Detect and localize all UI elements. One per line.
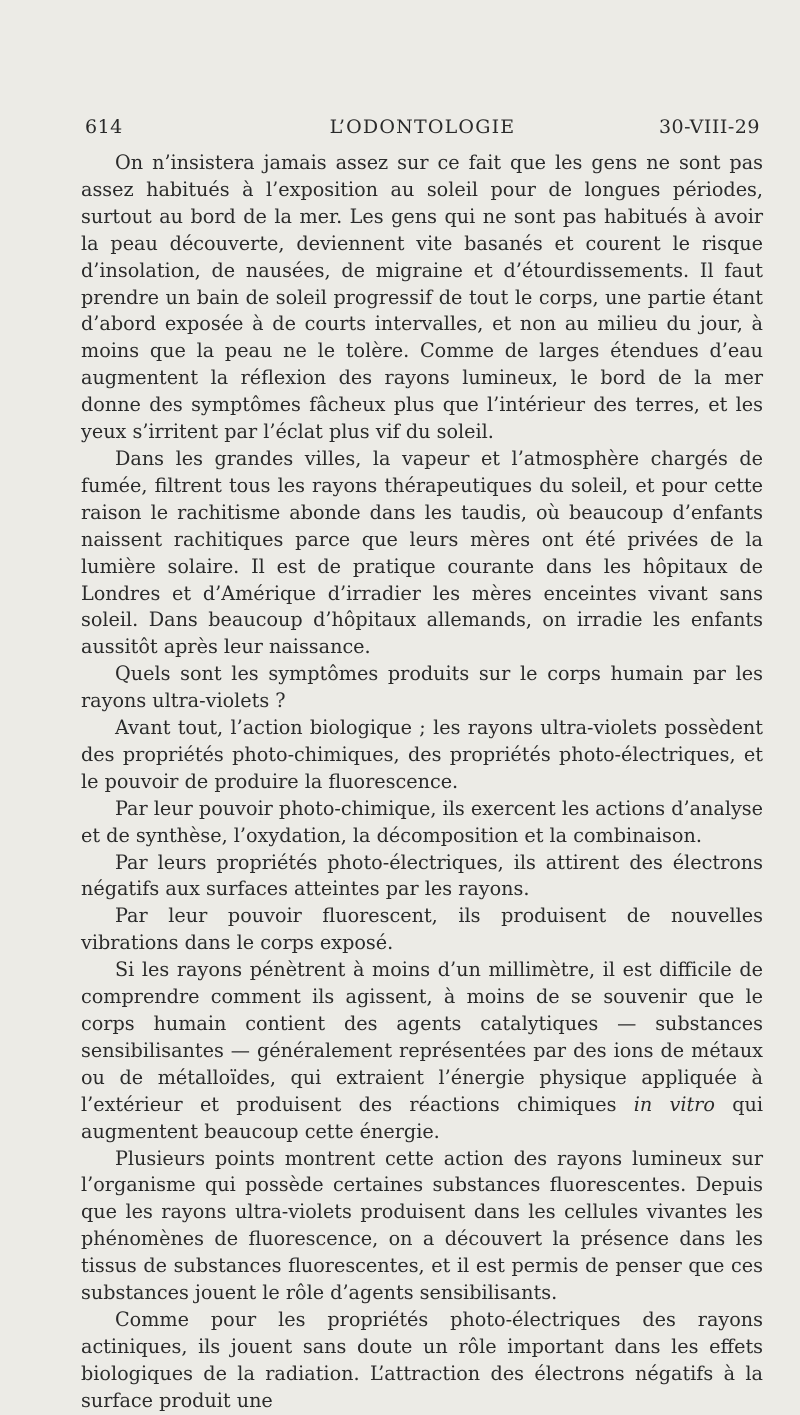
- paragraph: Avant tout, l’action biologique ; les rayons ultra-violets possèdent des propriétés photo-chimiques, des propriétés photo-électriques, et le pouvoir de produire la fluorescence.: [81, 716, 763, 793]
- paragraph: On n’insistera jamais assez sur ce fait que les gens ne sont pas assez habitués à l’exposition au soleil pour de longues périodes, surtout au bord de la mer. Les gens qui ne sont pas habitués à avoir la peau découverte, deviennent vite basanés et courent le risque d’insolation, de nausées, de migraine et d’étourdissements. Il faut prendre un bain de soleil progressif de tout le corps, une partie étant d’abord exposée à de courts intervalles, et non au milieu du jour, à moins que la peau ne le tolère. Comme de larges étendues d’eau augmentent la réflexion des rayons lumineux, le bord de la mer donne des symptômes fâcheux plus que l’intérieur des terres, et les yeux s’irritent par l’éclat plus vif du soleil.: [81, 151, 763, 444]
- paragraph: Dans les grandes villes, la vapeur et l’atmosphère chargés de fumée, filtrent tous les rayons thérapeutiques du soleil, et pour cette raison le rachitisme abonde dans les taudis, où beaucoup d’enfants naissent rachitiques parce que leurs mères ont été privées de la lumière solaire. Il est de pratique courante dans les hôpitaux de Londres et d’Amérique d’irradier les mères enceintes vivant sans soleil. Dans beaucoup d’hôpitaux allemands, on irradie les enfants aussitôt après leur naissance.: [81, 446, 763, 659]
- paragraph: Si les rayons pénètrent à moins d’un millimètre, il est difficile de comprendre comment ils agissent, à moins de se souvenir que le corps humain contient des agents catalytiques — substances sensibilisantes — généralement représentées par des ions de métaux ou de métalloïdes, qui extraient l’énergie physique appliquée à l’extérieur et produisent des réactions chimiques in vitro qui augmentent beaucoup cette énergie.: [81, 958, 763, 1143]
- paragraph: Par leur pouvoir photo-chimique, ils exercent les actions d’analyse et de synthèse, l’oxydation, la décomposition et la combinaison.: [81, 796, 763, 847]
- paragraph: Par leur pouvoir fluorescent, ils produisent de nouvelles vibrations dans le corps exposé.: [81, 904, 763, 955]
- paragraph: Quels sont les symptômes produits sur le corps humain par les rayons ultra-violets ?: [81, 662, 763, 713]
- paragraph: Comme pour les propriétés photo-électriques des rayons actiniques, ils jouent sans doute un rôle important dans les effets biologiques de la radiation. L’attraction des électrons négatifs à la surface produit une: [81, 1307, 763, 1412]
- running-header: [85, 116, 760, 142]
- issue-date: 30-VIII-29: [658, 116, 760, 138]
- italic-term: in vitro: [633, 1092, 715, 1116]
- body-text: [81, 150, 763, 1415]
- page-number: 614: [85, 116, 123, 138]
- paragraph: Par leurs propriétés photo-électriques, ils attirent des électrons négatifs aux surfaces atteintes par les rayons.: [81, 850, 763, 901]
- paragraph: Plusieurs points montrent cette action des rayons lumineux sur l’organisme qui possède certaines substances fluorescentes. Depuis que les rayons ultra-violets produisent dans les cellules vivantes les phénomènes de fluorescence, on a découvert la présence dans les tissus de substances fluorescentes, et il est permis de penser que ces substances jouent le rôle d’agents sensibilisants.: [81, 1146, 763, 1305]
- journal-title: L’ODONTOLOGIE: [329, 116, 516, 138]
